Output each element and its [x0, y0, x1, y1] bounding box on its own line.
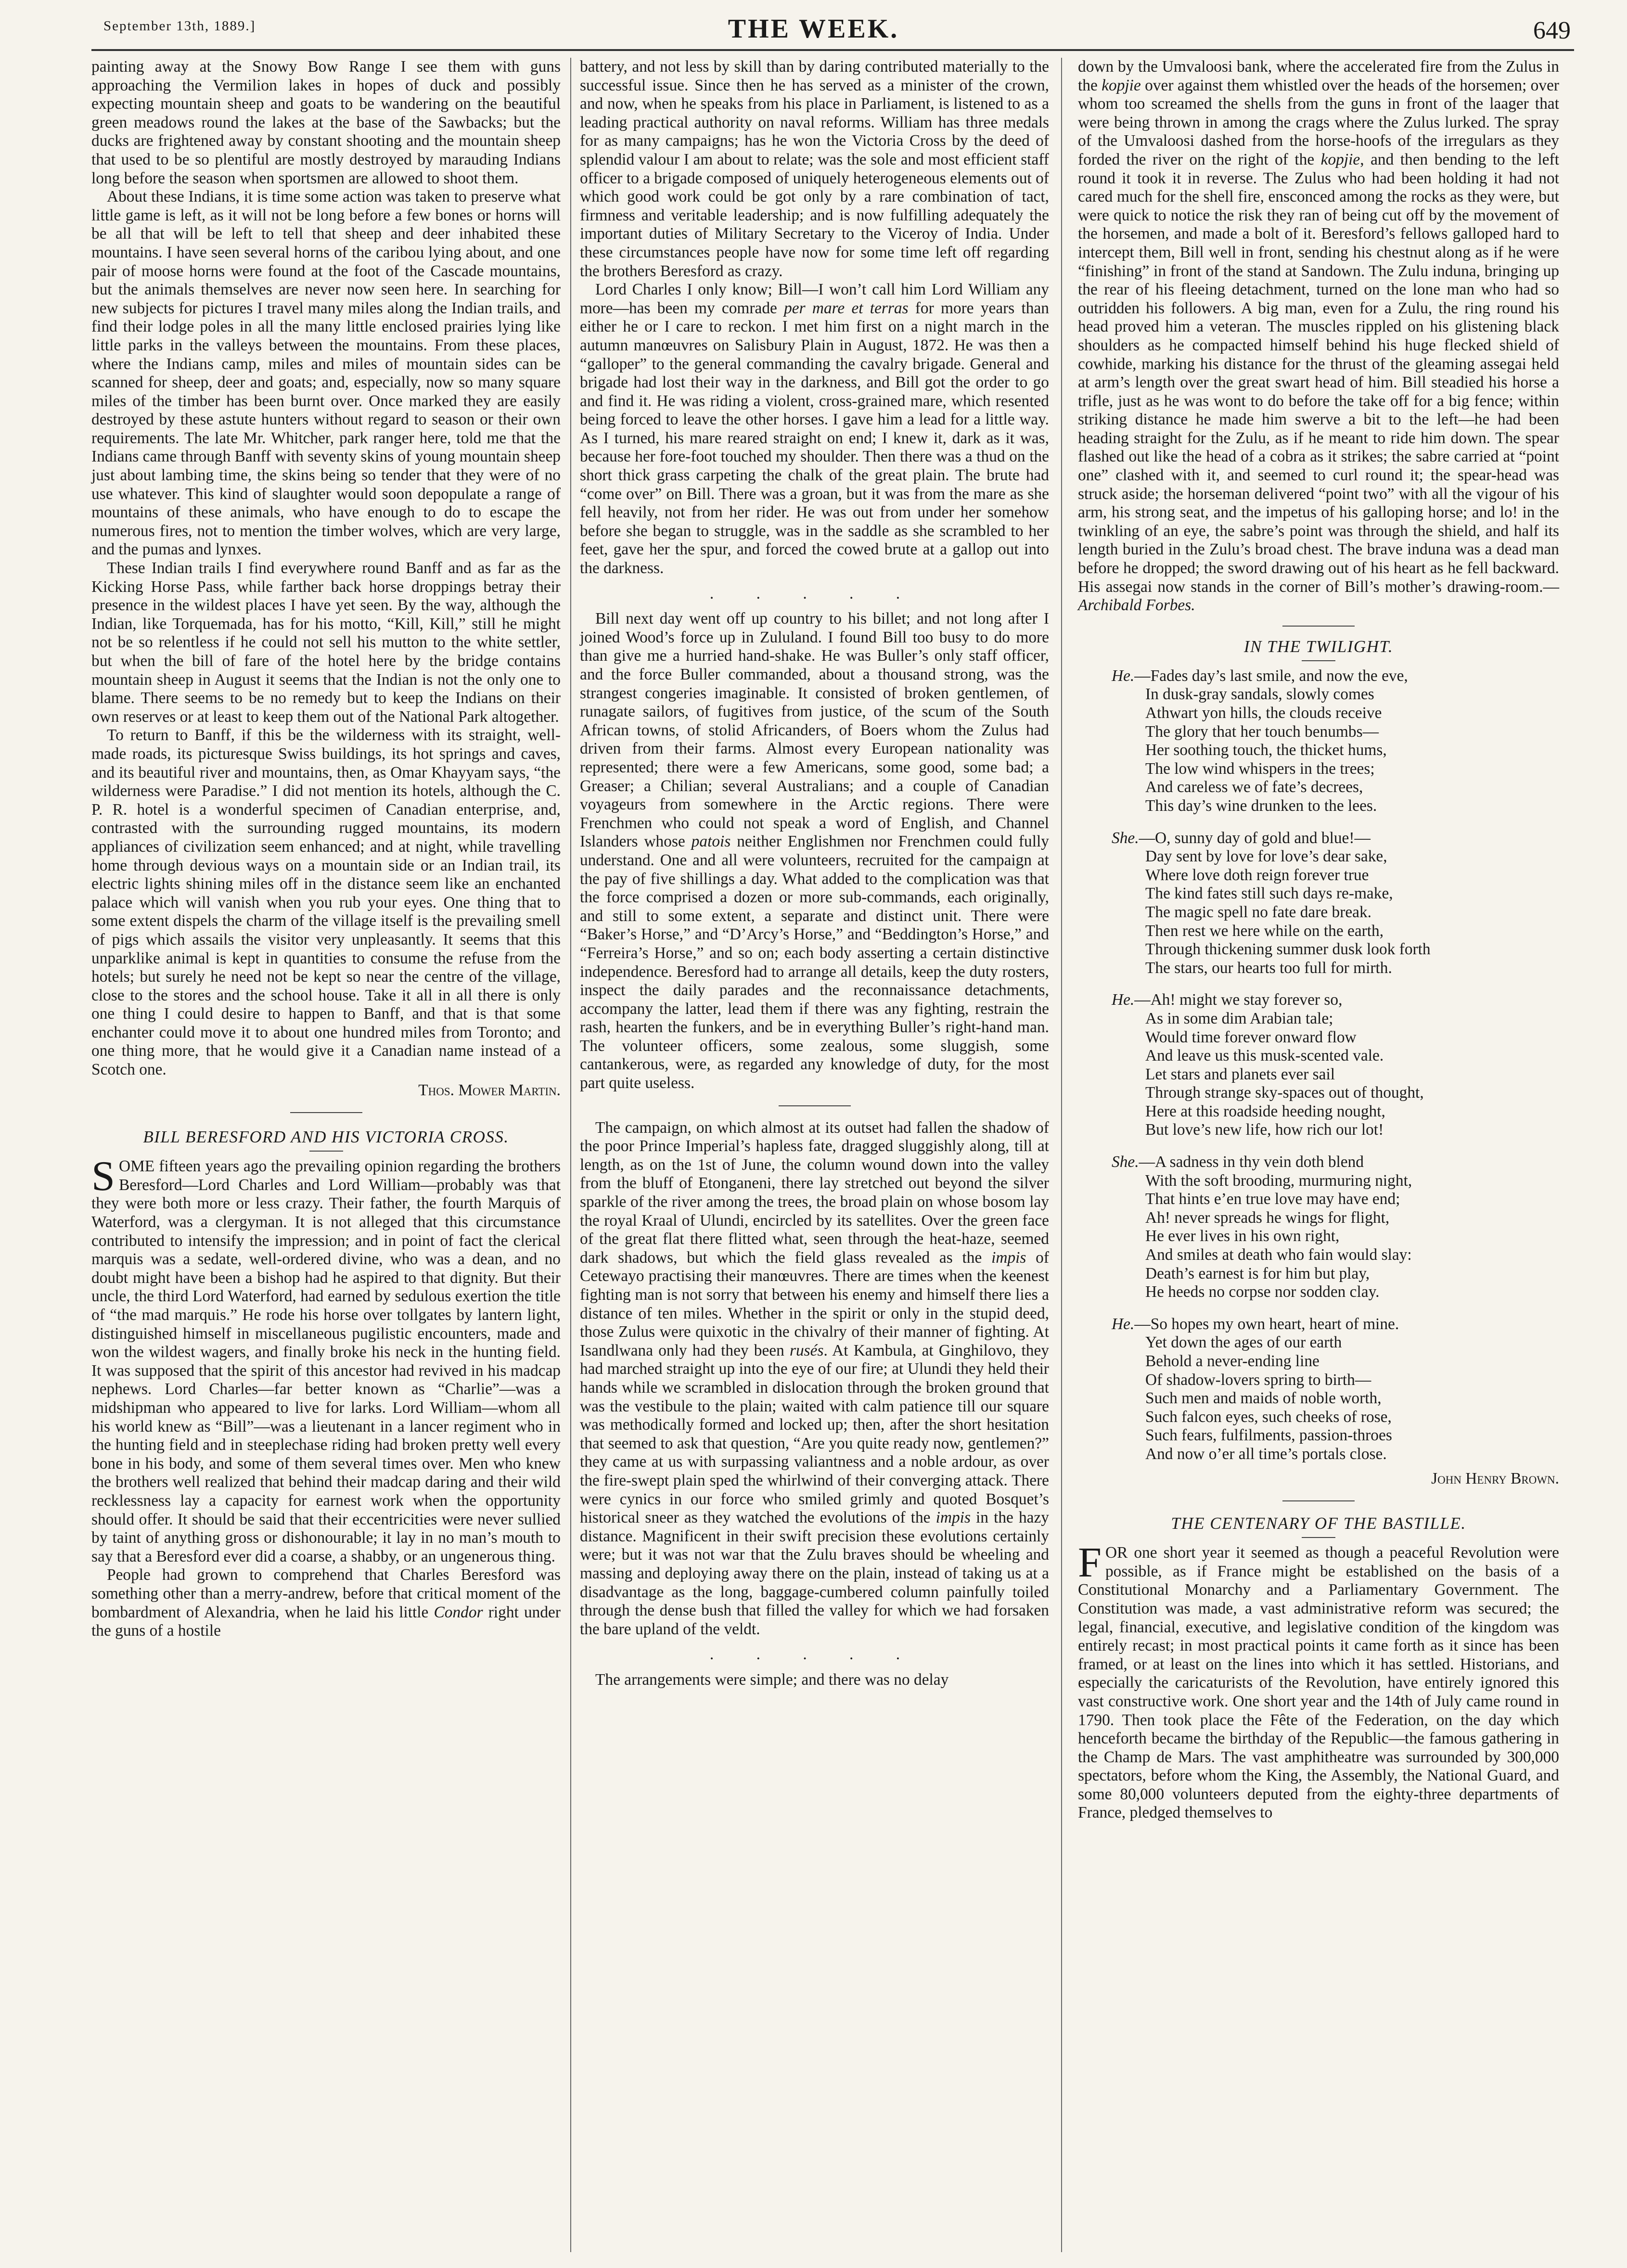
- paragraph: About these Indians, it is time some action was taken to preserve what little game is left, as it will not be long before a few bones or horns will be all that will be left to tell that sheep and deer inhabited these mountains. I have seen several horns of the caribou lying about, and one pair of moose horns were found at the foot of the Cascade mountains, but the animals themselves are never now seen here. In searching for new subjects for pictures I travel many miles along the Indian trails, and find their lodge poles in all the many little enclosed prairies lying like little parks in the valleys between the mountains. From these places, where the Indians camp, miles and miles of mountain sides can be scanned for sheep, deer and goats; and, especially, now so many square miles of the timber has been burnt over. Once marked they are easily destroyed by these astute hunters without regard to season or their own requirements. The late Mr. Whitcher, park ranger here, told me that the Indians came through Banff with seventy skins of young mountain sheep just about lambing time, the skins being so tender that they were of no use whatever. This kind of slaughter would soon depopulate a range of mountains of these animals, who have enough to do to escape the numerous fires, not to mention the timber wolves, which are very large, and the pumas and lynxes.: [91, 188, 561, 559]
- poem-line-text: Athwart yon hills, the clouds receive: [1145, 704, 1382, 722]
- masthead-title: THE WEEK.: [728, 14, 899, 44]
- poem-line: [1078, 1190, 1559, 1209]
- paragraph: [580, 610, 1049, 1092]
- poem-line-text: This day’s wine drunken to the lees.: [1145, 796, 1377, 815]
- poem-line: [1078, 1408, 1559, 1427]
- poem-line: [1078, 884, 1559, 903]
- poem-stanza: [1078, 667, 1559, 816]
- poem-signature: John Henry Brown.: [1431, 1469, 1559, 1487]
- poem-stanza: [1078, 829, 1559, 978]
- poem-line-text: —A sadness in thy vein doth blend: [1139, 1153, 1364, 1171]
- italic-text: impis: [991, 1248, 1026, 1267]
- poem-line-text: Her soothing touch, the thicket hums,: [1145, 741, 1387, 759]
- text-run: for more years than either he or I care to reckon. I met him first on a night march in the autumn manœuvres on Salisbury Plain in August, 1872. He was then a “galloper” to the general commanding the cavalry brigade. General and brigade had lost their way in the darkness, and Bill got the order to go and find it. He was riding a violent, cross-grained mare, which resented being forced to leave the other horses. I gave him a lead for a little way. As I turned, his mare reared straight on end; I knew it, dark as it was, because her fore-foot touched my shoulder. Then there was a thud on the short thick grass carpeting the chalk of the great plain. The brute had “come over” on Bill. There was a groan, but it was from the mare as she fell heavily, not from her rider. He was out from under her somehow before she began to struggle, was in the saddle as she scrambled to her feet, gave her the spur, and forced the cowed brute at a gallop out into the darkness.: [580, 299, 1049, 577]
- title-rule: [1302, 1537, 1335, 1538]
- text-run: People had grown to comprehend that Charles Beresford was something other than a merry-andrew, before that critical moment of the bombardment of Alexandria, when he laid his little: [91, 1566, 561, 1621]
- author-signature: Thos. Mower Martin.: [418, 1081, 561, 1099]
- text-run: The campaign, on which almost at its outset had fallen the shadow of the poor Prince Imperial’s hapless fate, dragged sluggishly along, till at length, as on the 1st of June, the column wound down into the valley from the bluff of Etonganeni, there lay stretched out beyond the silver sparkle of the river among the trees, the broad plain on whose bosom lay the royal Kraal of Ulundi, encircled by its satellites. Over the green face of the great flat there flitted what, seen through the heat-haze, seemed dark shadows, but which the field glass revealed as the: [580, 1118, 1049, 1267]
- poem-line-text: And smiles at death who fain would slay:: [1145, 1246, 1412, 1264]
- poem-line: [1078, 797, 1559, 816]
- poem-line-text: With the soft brooding, murmuring night,: [1145, 1171, 1412, 1190]
- poem-line-text: Such falcon eyes, such cheeks of rose,: [1145, 1408, 1392, 1426]
- italic-text: kopjie: [1320, 150, 1360, 168]
- poem-line: [1078, 1389, 1559, 1408]
- poem: [1078, 667, 1559, 1464]
- poem-line: [1078, 1010, 1559, 1028]
- text-run: neither Englishmen nor Frenchmen could fully understand. One and all were volunteers, recruited for the campaign at the pay of five shillings a day. What added to the complication was that the force comprised a dozen or more sub-commands, each originally, and still to some extent, a separate and distinct unit. There were “Baker’s Horse,” and “D’Arcy’s Horse,” and “Beddington’s Horse,” and “Ferreira’s Horse,” and so on; each body asserting a certain distinctive independence. Beresford had to arrange all details, keep the duty rosters, inspect the daily parades and the reconnaissance detachments, accompany the latter, lead them if there was any fighting, restrain the rash, hearten the funkers, and be in everything Buller’s right-hand man. The volunteer officers, some zealous, some sluggish, some cantankerous, were, as regarded any knowledge of duty, for the most part quite useless.: [580, 833, 1049, 1092]
- poem-line-text: The stars, our hearts too full for mirth.: [1145, 959, 1392, 977]
- poem-speaker: He.: [1112, 666, 1135, 685]
- poem-line-text: Such fears, fulfilments, passion-throes: [1145, 1426, 1392, 1445]
- poem-line-text: He heeds no corpse nor sodden clay.: [1145, 1283, 1380, 1301]
- poem-line-text: As in some dim Arabian tale;: [1145, 1009, 1333, 1027]
- poem-line-text: Day sent by love for love’s dear sake,: [1145, 847, 1387, 866]
- article-title: THE CENTENARY OF THE BASTILLE.: [1171, 1514, 1466, 1533]
- section-break: . . . . .: [709, 1645, 920, 1664]
- poem-line: [1078, 922, 1559, 941]
- header-rule: [91, 49, 1574, 51]
- italic-text: Condor: [434, 1603, 483, 1621]
- column-2: [580, 58, 1049, 1689]
- poem-line-text: —So hopes my own heart, heart of mine.: [1134, 1315, 1399, 1333]
- poem-speaker: She.: [1112, 1153, 1139, 1171]
- text-run: down by the Umvaloosi bank, where the accelerated fire from the Zulus in the: [1078, 58, 1559, 94]
- italic-text: rusés: [789, 1341, 824, 1359]
- poem-line: [1078, 1445, 1559, 1464]
- poem-line: [1078, 1265, 1559, 1283]
- section-rule: [290, 1112, 362, 1113]
- poem-line: [1078, 1153, 1559, 1172]
- poem-line: [1078, 685, 1559, 704]
- poem-speaker: She.: [1112, 829, 1139, 847]
- text-run: , and then bending to the left round it took it in reverse. The Zulus who had been holding it had not cared much for the shell fire, ensconced among the rocks as they were, but were quick to notice the risk they ran of being cut off by the movement of the horsemen, and made a bolt of it. Beresford’s fellows galloped hard to intercept them, Bill well in front, sending his chestnut along as if he were “finishing” in front of the stand at Sandown. The Zulu induna, bringing up the rear of his fleeing detachment, turned on the lone man who had so outridden his followers. A big man, even for a Zulu, the ring round his head proved him a veteran. The muscles rippled on his glistening black shoulders as he compacted himself behind his huge flecked shield of cowhide, marking his distance for the thrust of the gleaming assegai held at arm’s length over the great swart head of him. Bill steadied his horse a trifle, just as he was wont to do before the take off for a big fence; within striking distance he made him swerve a bit to the left—he had been heading straight for the Zulu, as if he meant to ride him down. The spear flashed out like the head of a cobra as it strikes; the sabre carried at “point one” clashed with it, and seemed to curl round it; the spear-head was struck aside; the horseman delivered “point two” with all the vigour of his arm, his strong seat, and the impetus of his galloping horse; and lo! in the twinkling of an eye, the sabre’s point was through the shield, and half its length buried in the Zulu’s broad chest. The brave induna was a dead man before he dropped; the sword drawing out of his heart as he fell backward. His assegai now stands in the corner of Bill’s mother’s drawing-room.—: [1078, 150, 1559, 596]
- poem-line: [1078, 991, 1559, 1010]
- poem-line: [1078, 778, 1559, 797]
- poem-line: [1078, 1246, 1559, 1265]
- paragraph: [91, 1566, 561, 1640]
- text-run: in the hazy distance. Magnificent in their swift precision these evolutions certainly were; but it was not war that the Zulu braves should be wheeling and massing and deploying away there on the plain, instead of taking us at a disadvantage as the long, baggage-cumbered column painfully toiled through the dense bush that filled the valley for which we had forsaken the bare upland of the veldt.: [580, 1509, 1049, 1638]
- poem-line: [1078, 959, 1559, 978]
- poem-line: [1078, 903, 1559, 922]
- poem-line-text: Then rest we here while on the earth,: [1145, 922, 1384, 940]
- title-rule: [309, 1151, 343, 1152]
- poem-line: [1078, 1315, 1559, 1334]
- drop-cap: F: [1078, 1539, 1102, 1587]
- poem-line: [1078, 1333, 1559, 1352]
- section-rule: [779, 1105, 851, 1106]
- poem-line: [1078, 1102, 1559, 1121]
- poem-line-text: Let stars and planets ever sail: [1145, 1065, 1335, 1083]
- poem-line-text: Ah! never spreads he wings for flight,: [1145, 1208, 1390, 1227]
- poem-line-text: Behold a never-ending line: [1145, 1352, 1320, 1370]
- poem-line-text: That hints e’en true love may have end;: [1145, 1190, 1400, 1208]
- poem-line: [1078, 1209, 1559, 1228]
- poem-line-text: —Ah! might we stay forever so,: [1134, 991, 1343, 1009]
- italic-text: kopjie: [1102, 76, 1141, 94]
- poem-line-text: Where love doth reign forever true: [1145, 866, 1369, 884]
- poem-line-text: —Fades day’s last smile, and now the eve,: [1134, 666, 1408, 685]
- poem-line: [1078, 723, 1559, 742]
- poem-line: [1078, 1121, 1559, 1140]
- paragraph-text: OME fifteen years ago the prevailing opinion regarding the brothers Beresford—Lord Charles and Lord William—probably was that they were both more or less crazy. Their father, the fourth Marquis of Waterford, was a clergyman. It is not alleged that this circumstance contributed to intensify the impression; and in point of fact the clerical marquis was a sedate, well-ordered divine, who was a dean, and no doubt might have been a bishop had he aspired to that dignity. But their uncle, the third Lord Waterford, had earned by sedulous exertion the title of “the mad marquis.” He rode his horse over tollgates by lantern light, distinguished himself in miscellaneous pugilistic encounters, made and won the wildest wagers, and finally broke his neck in the hunting field. It was supposed that the spirit of this ancestor had revived in his madcap nephews. Lord Charles—far better known as “Charlie”—was a midshipman who appeared to live for larks. Lord William—whom all his world knew as “Bill”—was a lieutenant in a lancer regiment who in the hunting field and in steeplechase riding had broken pretty well every bone in his body, and some of them several times over. Men who knew the brothers well realized that behind their madcap daring and their wild recklessness lay a capacity for earnest work when the opportunity should offer. It should be said that their eccentricities were never sullied by taint of anything gross or dishonourable; it lay in no man’s mouth to say that a Beresford ever did a coarse, a shabby, or an ungenerous thing.: [91, 1157, 561, 1565]
- poem-line-text: He ever lives in his own right,: [1145, 1227, 1340, 1245]
- text-run: Bill next day went off up country to his billet; and not long after I joined Wood’s force up in Zululand. I found Bill too busy to do more than give me a hurried hand-shake. He was Buller’s only staff officer, and the force Buller commanded, about a thousand strong, was the strangest congeries imaginable. It consisted of broken gentlemen, of runagate sailors, of fugitives from justice, of the scum of the South African towns, of stolid Africanders, of Boers whom the Zulus had driven from their farms. Almost every European nationality was represented; there were a few Americans, some good, some bad; a Greaser; a Chilian; several Australians; and a couple of Canadian voyageurs from somewhere in the Arctic regions. There were Frenchmen who could not speak a word of English, and Channel Islanders whose: [580, 610, 1049, 851]
- poem-line-text: Here at this roadside heeding nought,: [1145, 1102, 1385, 1120]
- poem-line: [1078, 1283, 1559, 1302]
- text-run: Lord Charles I only know; Bill—I won’t call him Lord William any more—has been my comrade: [580, 281, 1049, 317]
- page-number: 649: [1533, 17, 1571, 44]
- section-rule: [1282, 626, 1355, 627]
- column-divider: [1061, 58, 1062, 2252]
- drop-cap: S: [91, 1153, 115, 1200]
- poem-line: [1078, 1084, 1559, 1102]
- poem-line-text: Death’s earnest is for him but play,: [1145, 1264, 1370, 1282]
- poem-line: [1078, 1065, 1559, 1084]
- italic-text: impis: [935, 1509, 971, 1527]
- poem-line: [1078, 1047, 1559, 1065]
- paragraph: [1078, 1539, 1559, 1822]
- poem-line-text: Through thickening summer dusk look forth: [1145, 940, 1431, 959]
- poem-line-text: —O, sunny day of gold and blue!—: [1139, 829, 1371, 847]
- poem-line: [1078, 760, 1559, 779]
- paragraph: [580, 281, 1049, 578]
- paragraph: [91, 1153, 561, 1566]
- italic-text: patois: [691, 833, 731, 851]
- poem-line: [1078, 704, 1559, 723]
- column-3: [1078, 58, 1559, 1822]
- poem-line-text: Through strange sky-spaces out of thought,: [1145, 1084, 1424, 1102]
- paragraph: [1078, 58, 1559, 615]
- paragraph: battery, and not less by skill than by daring contributed materially to the successful issue. Since then he has served as a minister of the crown, and now, when he speaks from his place in Parliament, is listened to as a leading practical authority on naval reforms. William has three medals for as many campaigns; has he won the Victoria Cross by the deed of splendid valour I am about to relate; was the sole and most efficient staff officer to a brigade composed of uniquely heterogeneous elements out of which good work could be got only by a rare combination of tact, firmness and veritable leadership; and is now fulfilling adequately the important duties of Military Secretary to the Viceroy of India. Under these circumstances people have now for some time left off regarding the brothers Beresford as crazy.: [580, 58, 1049, 280]
- title-rule: [1302, 660, 1335, 661]
- poem-line: [1078, 1371, 1559, 1390]
- poem-line: [1078, 866, 1559, 885]
- paragraph: painting away at the Snowy Bow Range I see them with guns approaching the Vermilion lakes in hopes of duck and possibly expecting mountain sheep and goats to be wandering on the beautiful green meadows round the lakes at the base of the Sawbacks; but the ducks are frightened away by constant shooting and the mountain sheep that used to be so plentiful are mostly destroyed by marauding Indians long before the season when sportsmen are allowed to shoot them.: [91, 58, 561, 187]
- poem-line-text: And careless we of fate’s decrees,: [1145, 778, 1363, 796]
- poem-line: [1078, 1352, 1559, 1371]
- poem-stanza: [1078, 1315, 1559, 1464]
- text-run: of Cetewayo practising their manœuvres. There are times when the keenest fighting man is not sorry that between his enemy and himself there lies a distance of ten miles. Whether in the spirit or only in the stupid deed, those Zulus were quixotic in the chivalry of their manner of fighting. At Isandlwana only had they been: [580, 1248, 1050, 1359]
- poem-line-text: The kind fates still such days re-make,: [1145, 884, 1393, 903]
- poem-line: [1078, 1028, 1559, 1047]
- poem-line-text: But love’s new life, how rich our lot!: [1145, 1121, 1384, 1139]
- poem-line: [1078, 829, 1559, 848]
- poem-line-text: In dusk-gray sandals, slowly comes: [1145, 685, 1374, 704]
- section-rule: [1282, 1500, 1355, 1501]
- poem-line-text: The magic spell no fate dare break.: [1145, 903, 1372, 921]
- poem-line-text: Would time forever onward flow: [1145, 1028, 1357, 1046]
- poem-title: IN THE TWILIGHT.: [1243, 637, 1394, 656]
- column-1: [91, 58, 561, 1640]
- poem-line: [1078, 741, 1559, 760]
- poem-line-text: Of shadow-lovers spring to birth—: [1145, 1371, 1371, 1389]
- poem-line-text: Yet down the ages of our earth: [1145, 1333, 1342, 1352]
- text-run: over against them whistled over the heads of the horsemen; over whom too screamed the shells from the guns in front of the laager that were being thrown in among the crags where the Zulus lurked. The spray of the Umvaloosi dashed from the horse-hoofs of the irregulars as they forded the river on the right of the: [1078, 76, 1560, 168]
- poem-line-text: Such men and maids of noble worth,: [1145, 1389, 1382, 1408]
- poem-line: [1078, 847, 1559, 866]
- poem-line-text: And now o’er all time’s portals close.: [1145, 1445, 1387, 1463]
- paragraph: The arrangements were simple; and there was no delay: [595, 1670, 949, 1689]
- paragraph-text: OR one short year it seemed as though a peaceful Revolution were possible, as if France might be established on the basis of a Constitutional Monarchy and a Parliamentary Government. The Constitution was made, a vast administrative reform was secured; the legal, financial, executive, and legislative condition of the kingdom was entirely recast; in most practical points it came forth as it since has been framed, or at least on the lines into which it has settled. Historians, and especially the caricaturists of the Revolution, have entirely ignored this vast constructive work. One short year and the 14th of July came round in 1790. Then took place the Fête of the Federation, on the day which henceforth became the birthday of the Republic—the famous gathering in the Champ de Mars. The vast amphitheatre was surrounded by 300,000 spectators, before whom the King, the Assembly, the National Guard, and some 80,000 volunteers deputed from the eighty-three departments of France, pledged themselves to: [1078, 1544, 1559, 1822]
- poem-line: [1078, 1172, 1559, 1191]
- poem-line: [1078, 1426, 1559, 1445]
- poem-line-text: And leave us this musk-scented vale.: [1145, 1047, 1384, 1065]
- poem-speaker: He.: [1112, 991, 1135, 1009]
- article-title: BILL BERESFORD AND HIS VICTORIA CROSS.: [143, 1128, 509, 1147]
- paragraph: To return to Banff, if this be the wilderness with its straight, well-made roads, its picturesque Swiss buildings, its hot springs and caves, and its beautiful river and mountains, then, as Omar Khayyam says, “the wilderness were Paradise.” I did not mention its hotels, although the C. P. R. hotel is a wonderful specimen of Canadian enterprise, and, contrasted with the surrounding rugged mountains, its modern appliances of civilization seem enhanced; and at night, while travelling home through devious ways on a mountain side or an Indian trail, its electric lights shining miles off in the distance seem like an enchanted palace which will vanish when you rub your eyes. One thing that to some extent dispels the charm of the village itself is the prevailing smell of pigs which assails the visitor very unpleasantly. It seems that this unparklike animal is kept in quantities to consume the refuse from the hotels; but surely he need not be kept so near the centre of the village, close to the stores and the school house. Take it all in all there is only one thing I could desire to happen to Banff, and that is that some enchanter could move it to about one hundred miles from Toronto; and one thing more, that he would give it a Canadian name instead of a Scotch one.: [91, 726, 561, 1079]
- italic-text: per mare et terras: [784, 299, 909, 317]
- text-run: right under the guns of a hostile: [91, 1603, 561, 1640]
- section-break: . . . . .: [709, 584, 920, 602]
- author-signature: Archibald Forbes.: [1078, 596, 1195, 615]
- issue-date: September 13th, 1889.]: [103, 18, 256, 34]
- text-run: . At Kambula, at Ginghilovo, they had marched straight up into the eye of our fire; at Ulundi they held their hands while we scrambled in dislocation through the broken ground that was the vestibule to the plain; waited with calm patience till our square was methodically formed and locked up; then, after the short hesitation that seemed to ask that question, “Are you quite ready now, gentlemen?” they came at us with surpassing valiantness and a noble ardour, as over the fire-swept plain sped the whirlwind of their converging attack. There were cynics in our force who smiled grimly and quoted Bosquet’s historical sneer as they watched the evolutions of the: [580, 1341, 1049, 1527]
- paragraph: These Indian trails I find everywhere round Banff and as far as the Kicking Horse Pass, while farther back horse droppings betray their presence in the wildest places I have yet seen. By the way, although the Indian, like Torquemada, has for his motto, “Kill, Kill,” still he might not be so relentless if he could not sell his mutton to the white settler, but when the bill of fare of the hotel here by the bridge contains mountain sheep in August it seems that the Indian is not the only one to blame. There seems to be no remedy but to keep the Indians on their own reserves or at least to keep them out of the National Park altogether.: [91, 559, 561, 726]
- poem-stanza: [1078, 1153, 1559, 1302]
- paragraph: [580, 1119, 1049, 1639]
- poem-line: [1078, 940, 1559, 959]
- poem-line-text: The glory that her touch benumbs—: [1145, 722, 1379, 741]
- poem-line: [1078, 667, 1559, 686]
- poem-line-text: The low wind whispers in the trees;: [1145, 759, 1375, 778]
- poem-line: [1078, 1227, 1559, 1246]
- poem-speaker: He.: [1112, 1315, 1135, 1333]
- column-divider: [570, 58, 571, 2252]
- poem-stanza: [1078, 991, 1559, 1140]
